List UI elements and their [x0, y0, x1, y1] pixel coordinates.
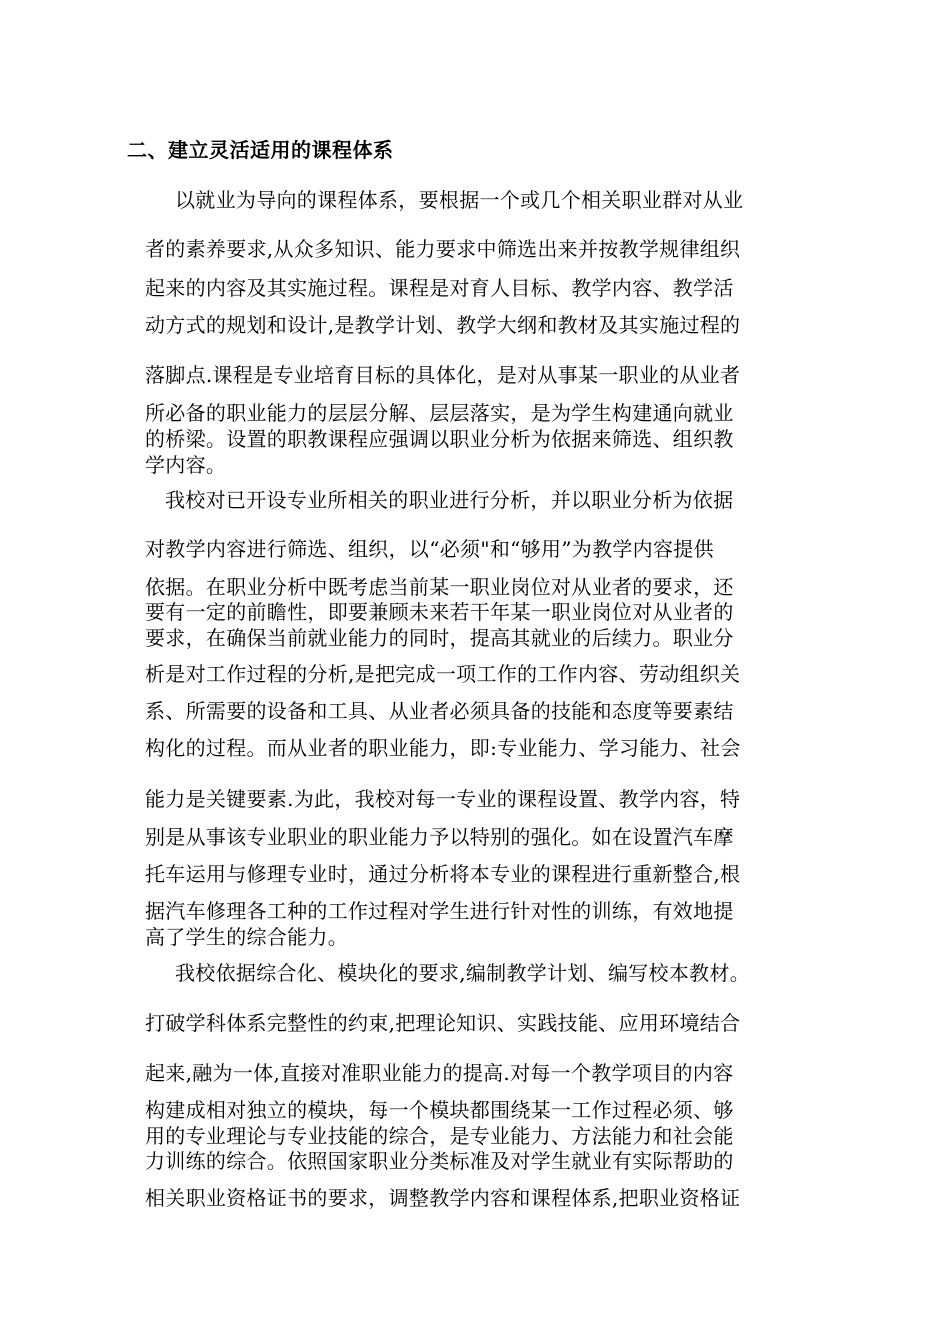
- body-text-line: 构化的过程。而从业者的职业能力，即:专业能力、学习能力、社会: [145, 736, 741, 760]
- body-text-line: 依据。在职业分析中既考虑当前某一职业岗位对从业者的要求，还: [145, 575, 734, 599]
- body-text-line: 落脚点.课程是专业培育目标的具体化，是对从事某一职业的从业者: [145, 363, 741, 387]
- body-text-line: 相关职业资格证书的要求，调整教学内容和课程体系,把职业资格证: [145, 1186, 741, 1210]
- body-text-line: 要求，在确保当前就业能力的同时，提高其就业的后续力。职业分: [145, 626, 734, 650]
- body-text-line: 用的专业理论与专业技能的综合，是专业能力、方法能力和社会能: [145, 1124, 734, 1148]
- body-text-line: 打破学科体系完整性的约束,把理论知识、实践技能、应用环境结合: [145, 1011, 741, 1035]
- body-text-line: 我校对已开设专业所相关的职业进行分析，并以职业分析为依据: [165, 488, 734, 512]
- body-text-line: 能力是关键要素.为此，我校对每一专业的课程设置、教学内容，特: [145, 787, 741, 811]
- body-text-line: 系、所需要的设备和工具、从业者必须具备的技能和态度等要素结: [145, 699, 734, 723]
- body-text-line: 高了学生的综合能力。: [145, 925, 348, 949]
- body-text-line: 力训练的综合。依照国家职业分类标准及对学生就业有实际帮助的: [145, 1149, 734, 1173]
- body-text-line: 据汽车修理各工种的工作过程对学生进行针对性的训练，有效地提: [145, 899, 734, 923]
- body-text-line: 托车运用与修理专业时，通过分析将本专业的课程进行重新整合,根: [145, 862, 741, 886]
- body-text-line: 对教学内容进行筛选、组织，以“必须"和“够用”为教学内容提供: [145, 537, 714, 561]
- body-text-line: 所必备的职业能力的层层分解、层层落实，是为学生构建通向就业: [145, 401, 734, 425]
- body-text-line: 析是对工作过程的分析,是把完成一项工作的工作内容、劳动组织关: [145, 662, 741, 686]
- body-text-line: 构建成相对独立的模块，每一个模块都围绕某一工作过程必须、够: [145, 1098, 734, 1122]
- body-text-line: 以就业为导向的课程体系，要根据一个或几个相关职业群对从业: [175, 188, 744, 212]
- body-text-line: 者的素养要求,从众多知识、能力要求中筛选出来并按教学规律组织: [145, 237, 741, 261]
- body-text-line: 的桥梁。设置的职教课程应强调以职业分析为依据来筛选、组织教: [145, 427, 734, 451]
- section-heading: 二、建立灵活适用的课程体系: [127, 138, 394, 162]
- body-text-line: 起来的内容及其实施过程。课程是对育人目标、教学内容、教学活: [145, 276, 734, 300]
- body-text-line: 要有一定的前瞻性，即要兼顾未来若干年某一职业岗位对从业者的: [145, 600, 734, 624]
- body-text-line: 起来,融为一体,直接对准职业能力的提高.对每一个教学项目的内容: [145, 1061, 734, 1085]
- body-text-line: 别是从事该专业职业的职业能力予以特别的强化。如在设置汽车摩: [145, 825, 734, 849]
- body-text-line: 我校依据综合化、模块化的要求,编制教学计划、编写校本教材。: [175, 961, 751, 985]
- body-text-line: 学内容。: [145, 453, 227, 477]
- body-text-line: 动方式的规划和设计,是教学计划、教学大纲和教材及其实施过程的: [145, 313, 741, 337]
